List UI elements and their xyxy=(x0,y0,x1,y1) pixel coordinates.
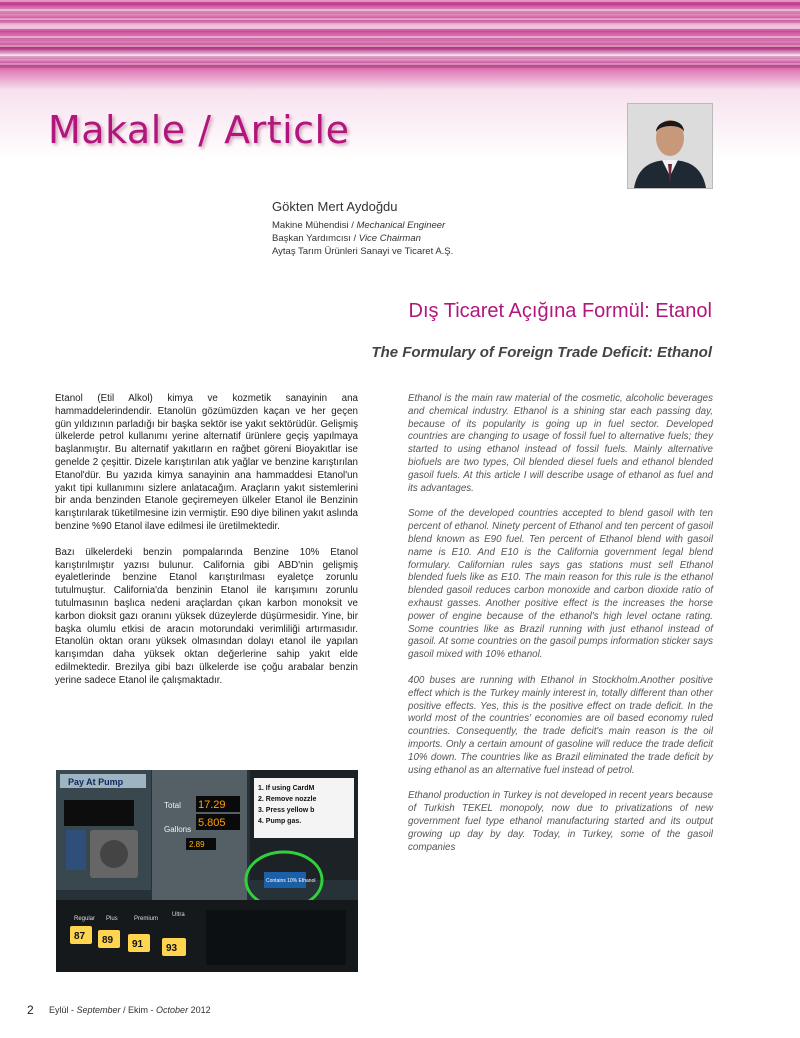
pay-at-pump-label: Pay At Pump xyxy=(68,777,124,787)
paragraph: Etanol (Etil Alkol) kimya ve kozmetik sanayinin ana hammaddelerindendir. Etanolün gözümüzden kaçan ve her geçen gün yıldızının parladığı bir başka sektör ise yakıt sektörüdür. Gelişmiş ülkelerde petrol kullanımı yerine alternatif ürünlere geçiş yapılmaya başlanmıştır. Bu alternatif yakıtların en rağbet göreni Bioyakıtlar ise genelde 2 çeşittir. Dizele karıştırılan atık yağlar ve benzine karıştırılan Etanol'dür. Bu yazıda kimya sanayinin ana hammaddesi Etanol'un yakıt tipi kullanımını sizlere anlatacağım. Araçların yakıt sistemlerini bir anda benzinden Etanole geçiremeyen ülkeler Etanol ile Benzinin karıştırılarak tüketilmesine izin vermiştir. E90 diye bilinen yakıt aslında benzine %90 Etanol ilave edilmesi ile üretilmektedir. xyxy=(55,393,358,532)
author-position: Başkan Yardımcısı / Vice Chairman xyxy=(272,233,421,244)
octane-value: 87 xyxy=(74,931,86,942)
instruction-line: 4. Pump gas. xyxy=(258,818,302,825)
octane-value: 91 xyxy=(132,939,144,950)
page-number: 2 xyxy=(27,1003,34,1017)
grade-name: Premium xyxy=(134,916,159,922)
grade-name: Plus xyxy=(106,916,118,922)
paragraph: 400 buses are running with Ethanol in Stockholm.Another positive effect which is the Turkey mainly interest in, totally different than other positive effects. Yes, this is the positive effect on trade deficit. In the world most of the countries' economies are oil based economy ruled countries. Consequently, the trade deficit's main reason is the oil imports. Only a certain amount of gasoline will reduce the trade deficit 10% down. The countries like as Brazil eliminated the trade deficit by using ethanol as an alternative fuel instead of petrol. xyxy=(408,674,713,776)
paragraph: Ethanol production in Turkey is not developed in recent years because of Turkish TEKEL monopoly, now due to privatizations of new government fuel type ethanol manufacturing started and its output growing up day by day. Today, in Turkey, some of the gasoil companies xyxy=(408,790,713,853)
english-column xyxy=(408,393,713,867)
author-name: Gökten Mert Aydoğdu xyxy=(272,199,398,214)
headline-turkish: Dış Ticaret Açığına Formül: Etanol xyxy=(408,300,712,322)
section-title: Makale / Article xyxy=(48,108,350,152)
headline-english: The Formulary of Foreign Trade Deficit: Ethanol xyxy=(371,344,712,361)
instruction-line: 2. Remove nozzle xyxy=(258,796,317,803)
price-value: 2.89 xyxy=(189,840,205,849)
turkish-column xyxy=(55,393,358,701)
fuel-pump-photo xyxy=(56,770,358,972)
paragraph: Bazı ülkelerdeki benzin pompalarında Benzine 10% Etanol karıştırılmıştır yazısı bulunur. California gibi ABD'nin gelişmiş eyaletlerinde benzine Etanol karıştırılması eyaletçe zorunlu tutulmuştur. California'da benzinin Etanol ile karışımını zorunlu tutulmasının başlıca nedeni araçlardan çıkan karbon monoksit ve karbon dioksit gazı oranını yüksek düzeylerde düşürmesidir. Yine, bir başka olumlu etkisi de aracın motorundaki verimliliği artırmasıdır. Etanolün oktan oranı yüksek olmasından dolayı etanol ile yapılan karışımdan daha yüksek oktan değerlerine sahip yakıt elde edilmektedir. Brezilya gibi bazı ülkelerde ise çoğu arabalar benzin yerine sadece Etanol ile çalışmaktadır. xyxy=(55,546,358,686)
author-title: Makine Mühendisi / Mechanical Engineer xyxy=(272,220,446,231)
sale-value: 17.29 xyxy=(198,799,226,811)
author-photo xyxy=(627,103,713,189)
instruction-line: 3. Press yellow b xyxy=(258,807,315,814)
paragraph: Ethanol is the main raw material of the cosmetic, alcoholic beverages and chemical industry. Ethanol is a shining star each passing day, because of its popularity is going up in fuel sector. Developed countries are changing to usage of fossil fuel to alternative fuels; they started to using ethanol instead of fossil fuels. Mainly alternative biofuels are two types, Oil blended diesel fuels and ethanol blended gasoil fuels. At this article I will describe usage of ethanol as fuel and its advantages. xyxy=(408,393,713,494)
gallons-label: Gallons xyxy=(164,825,192,834)
octane-value: 89 xyxy=(102,935,114,946)
octane-value: 93 xyxy=(166,943,178,954)
ethanol-sticker: Contains 10% Ethanol xyxy=(266,878,316,884)
grade-name: Ultra xyxy=(172,912,185,918)
sale-label: Total xyxy=(164,801,181,810)
instruction-line: 1. If using CardM xyxy=(258,785,315,792)
gallons-value: 5.805 xyxy=(198,817,226,829)
grade-name: Regular xyxy=(74,916,96,922)
header-stripes xyxy=(0,0,800,70)
author-block xyxy=(272,199,612,259)
paragraph: Some of the developed countries accepted to blend gasoil with ten percent of ethanol. Ninety percent of Ethanol and ten percent of gasoil blend known as E90 fuel. Ten percent of Ethanol blend with gasoil name is E10. And E10 is the California government legal blend formulary. Californian rules says gas stations must sell Ethanol blended fuels like as E10. The main reason for this rule is the ethanol blended gasoil reduces carbon monoxide and carbon dioxide ratio of exhaust gasses. Another positive effect is the increases the horse power of engine because of the ethanol's high level octane rating. Some countries like as Brazil running with just ethanol instead of gasoil. At some countries on the gasoil pumps information sticker says gasoil mixed with 10% ethanol. xyxy=(408,508,713,661)
issue-date: Eylül - September / Ekim - October 2012 xyxy=(49,1005,211,1015)
author-company: Aytaş Tarım Ürünleri Sanayi ve Ticaret A.Ş. xyxy=(272,246,454,257)
